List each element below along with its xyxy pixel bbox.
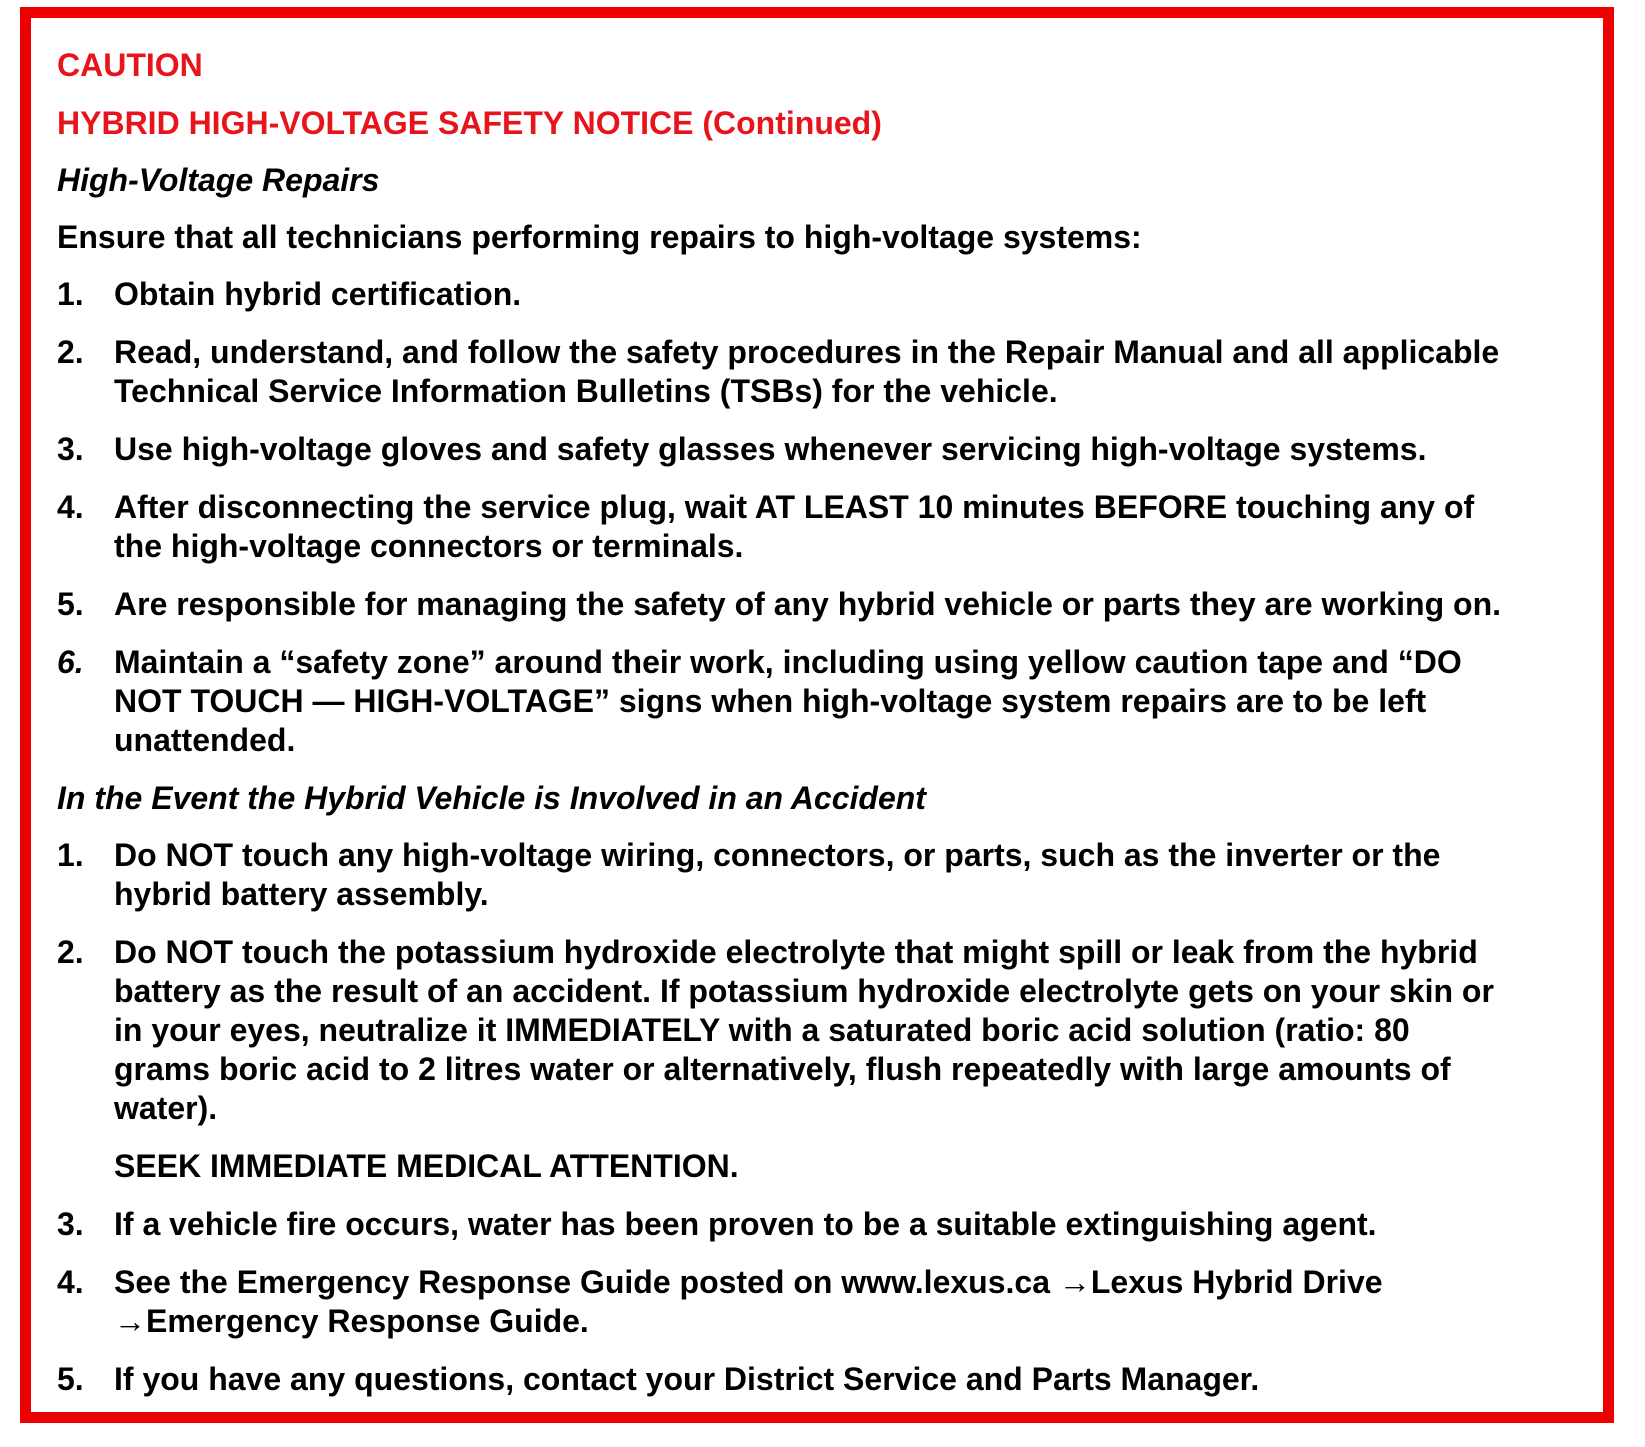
item-line: Obtain hybrid certification. <box>114 276 522 312</box>
item-line: water). <box>114 1090 218 1126</box>
list-item <box>57 488 1603 566</box>
accident-list <box>57 836 1603 1399</box>
list-item <box>57 585 1603 624</box>
item-line: Use high-voltage gloves and safety glasses whenever servicing high-voltage systems. <box>114 431 1427 467</box>
list-item <box>57 1205 1603 1244</box>
list-item <box>57 275 1603 314</box>
item-text <box>114 488 1603 566</box>
item-number: 4. <box>57 1264 84 1300</box>
item-text <box>114 1360 1603 1399</box>
item-line: See the Emergency Response Guide posted on www.lexus.ca →Lexus Hybrid Drive <box>114 1264 1383 1300</box>
list-item <box>57 933 1603 1186</box>
item-number: 1. <box>57 837 84 873</box>
item-line: After disconnecting the service plug, wait AT LEAST 10 minutes BEFORE touching any of <box>114 489 1475 525</box>
item-number: 3. <box>57 431 84 467</box>
item-text <box>114 836 1603 914</box>
item-number: 3. <box>57 1206 84 1242</box>
item-number: 2. <box>57 334 84 370</box>
repairs-heading: High-Voltage Repairs <box>57 162 380 198</box>
item-text <box>114 1205 1603 1244</box>
item-line: battery as the result of an accident. If potassium hydroxide electrolyte gets on your skin or <box>114 973 1494 1009</box>
item-line: the high-voltage connectors or terminals. <box>114 528 744 564</box>
item-text <box>114 933 1603 1186</box>
item-line: →Emergency Response Guide. <box>114 1303 589 1339</box>
item-number: 2. <box>57 934 84 970</box>
caution-notice-box <box>20 7 1614 1423</box>
item-line: Are responsible for managing the safety of any hybrid vehicle or parts they are working on. <box>114 586 1501 622</box>
item-number: 6. <box>57 644 84 680</box>
item-text <box>114 585 1603 624</box>
item-text <box>114 643 1603 760</box>
notice-title: HYBRID HIGH-VOLTAGE SAFETY NOTICE (Continued) <box>57 105 882 141</box>
accident-heading: In the Event the Hybrid Vehicle is Involved in an Accident <box>57 780 926 816</box>
item-number: 1. <box>57 276 84 312</box>
item-line: Technical Service Information Bulletins (TSBs) for the vehicle. <box>114 373 1058 409</box>
item-number: 4. <box>57 489 84 525</box>
list-item <box>57 430 1603 469</box>
item-text <box>114 1263 1603 1341</box>
repairs-intro: Ensure that all technicians performing repairs to high-voltage systems: <box>57 219 1142 255</box>
item-line: grams boric acid to 2 litres water or alternatively, flush repeatedly with large amounts of <box>114 1051 1451 1087</box>
item-line: Do NOT touch the potassium hydroxide electrolyte that might spill or leak from the hybrid <box>114 934 1478 970</box>
list-item <box>57 333 1603 411</box>
item-line: unattended. <box>114 722 296 758</box>
list-item <box>57 836 1603 914</box>
repairs-list <box>57 275 1603 760</box>
caution-label: CAUTION <box>57 47 203 83</box>
item-line: NOT TOUCH — HIGH-VOLTAGE” signs when high-voltage system repairs are to be left <box>114 683 1427 719</box>
list-item <box>57 1263 1603 1341</box>
item-line: Do NOT touch any high-voltage wiring, connectors, or parts, such as the inverter or the <box>114 837 1441 873</box>
item-line: in your eyes, neutralize it IMMEDIATELY with a saturated boric acid solution (ratio: 80 <box>114 1012 1410 1048</box>
item-line: hybrid battery assembly. <box>114 876 489 912</box>
item-text <box>114 333 1603 411</box>
medical-attention-note: SEEK IMMEDIATE MEDICAL ATTENTION. <box>114 1148 739 1184</box>
item-line: Read, understand, and follow the safety procedures in the Repair Manual and all applicable <box>114 334 1500 370</box>
item-line: If a vehicle fire occurs, water has been proven to be a suitable extinguishing agent. <box>114 1206 1377 1242</box>
list-item <box>57 643 1603 760</box>
item-line: Maintain a “safety zone” around their work, including using yellow caution tape and “DO <box>114 644 1462 680</box>
item-text <box>114 430 1603 469</box>
item-text <box>114 275 1603 314</box>
item-number: 5. <box>57 586 84 622</box>
list-item <box>57 1360 1603 1399</box>
item-number: 5. <box>57 1361 84 1397</box>
item-line: If you have any questions, contact your District Service and Parts Manager. <box>114 1361 1260 1397</box>
